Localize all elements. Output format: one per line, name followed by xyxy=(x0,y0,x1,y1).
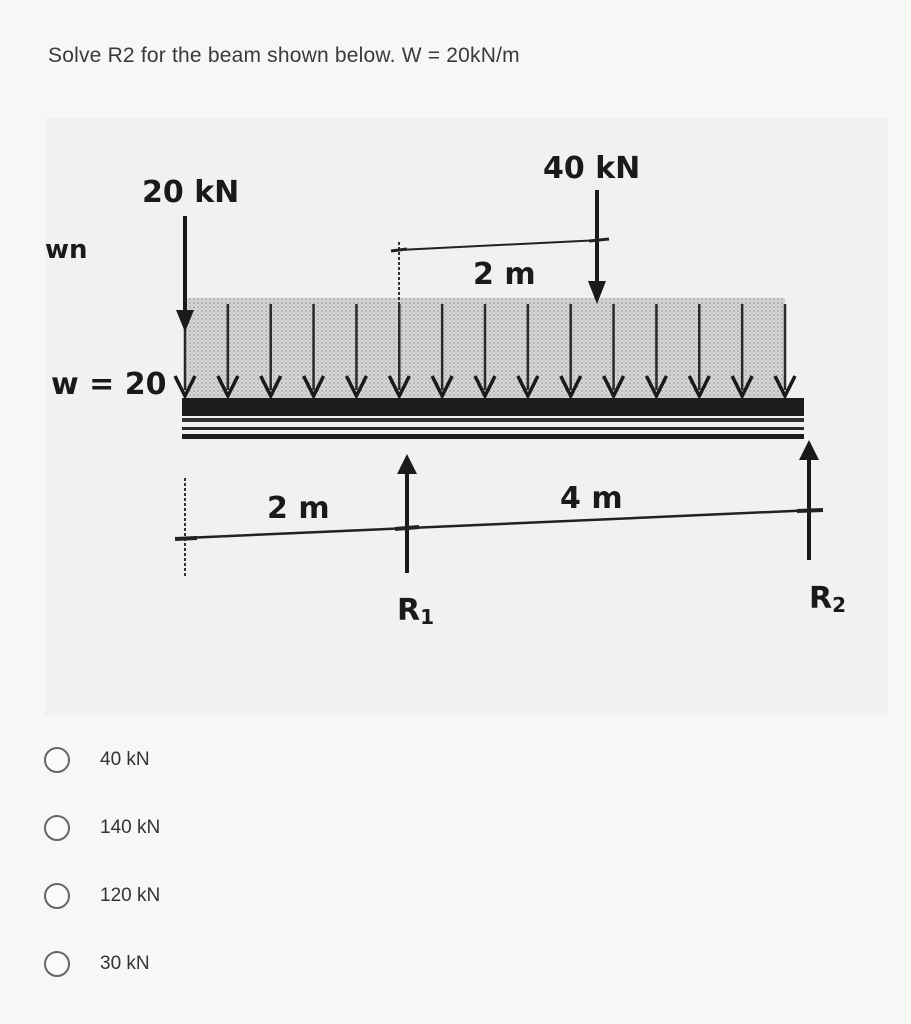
option-120-kn[interactable] xyxy=(44,876,344,916)
point-load-left-arrow xyxy=(176,216,194,332)
option-label: 40 kN xyxy=(100,749,150,770)
beam xyxy=(182,398,804,416)
option-140-kn[interactable] xyxy=(44,808,344,848)
dimension-top-label: 2 m xyxy=(473,257,536,292)
option-label: 140 kN xyxy=(100,817,161,838)
option-30-kn[interactable] xyxy=(44,944,344,984)
point-load-left-label: 20 kN xyxy=(142,175,240,210)
option-label: 30 kN xyxy=(100,953,150,974)
partial-word: wn xyxy=(45,235,88,265)
radio-button[interactable] xyxy=(44,815,70,841)
question-text: Solve R2 for the beam shown below. W = 20kN/m xyxy=(48,44,520,67)
reaction-2-arrow xyxy=(799,440,819,560)
reaction-1-label: R1 xyxy=(397,593,435,629)
option-40-kn[interactable] xyxy=(44,740,344,780)
beam-diagram-svg xyxy=(45,118,888,715)
point-load-right-label: 40 kN xyxy=(543,151,641,186)
distributed-load-label: w = 20 xyxy=(51,367,167,402)
dimension-left-label: 2 m xyxy=(267,491,330,526)
radio-button[interactable] xyxy=(44,883,70,909)
dimension-right-label: 4 m xyxy=(560,481,623,516)
option-label: 120 kN xyxy=(100,885,161,906)
beam-base xyxy=(182,434,804,439)
point-load-right-arrow xyxy=(588,190,606,304)
reaction-1-arrow xyxy=(397,454,417,573)
radio-button[interactable] xyxy=(44,747,70,773)
radio-button[interactable] xyxy=(44,951,70,977)
beam-bottom-line xyxy=(182,427,804,430)
reaction-2-label: R2 xyxy=(809,581,847,617)
beam-lower-edge xyxy=(182,418,804,422)
beam-diagram xyxy=(45,118,888,715)
